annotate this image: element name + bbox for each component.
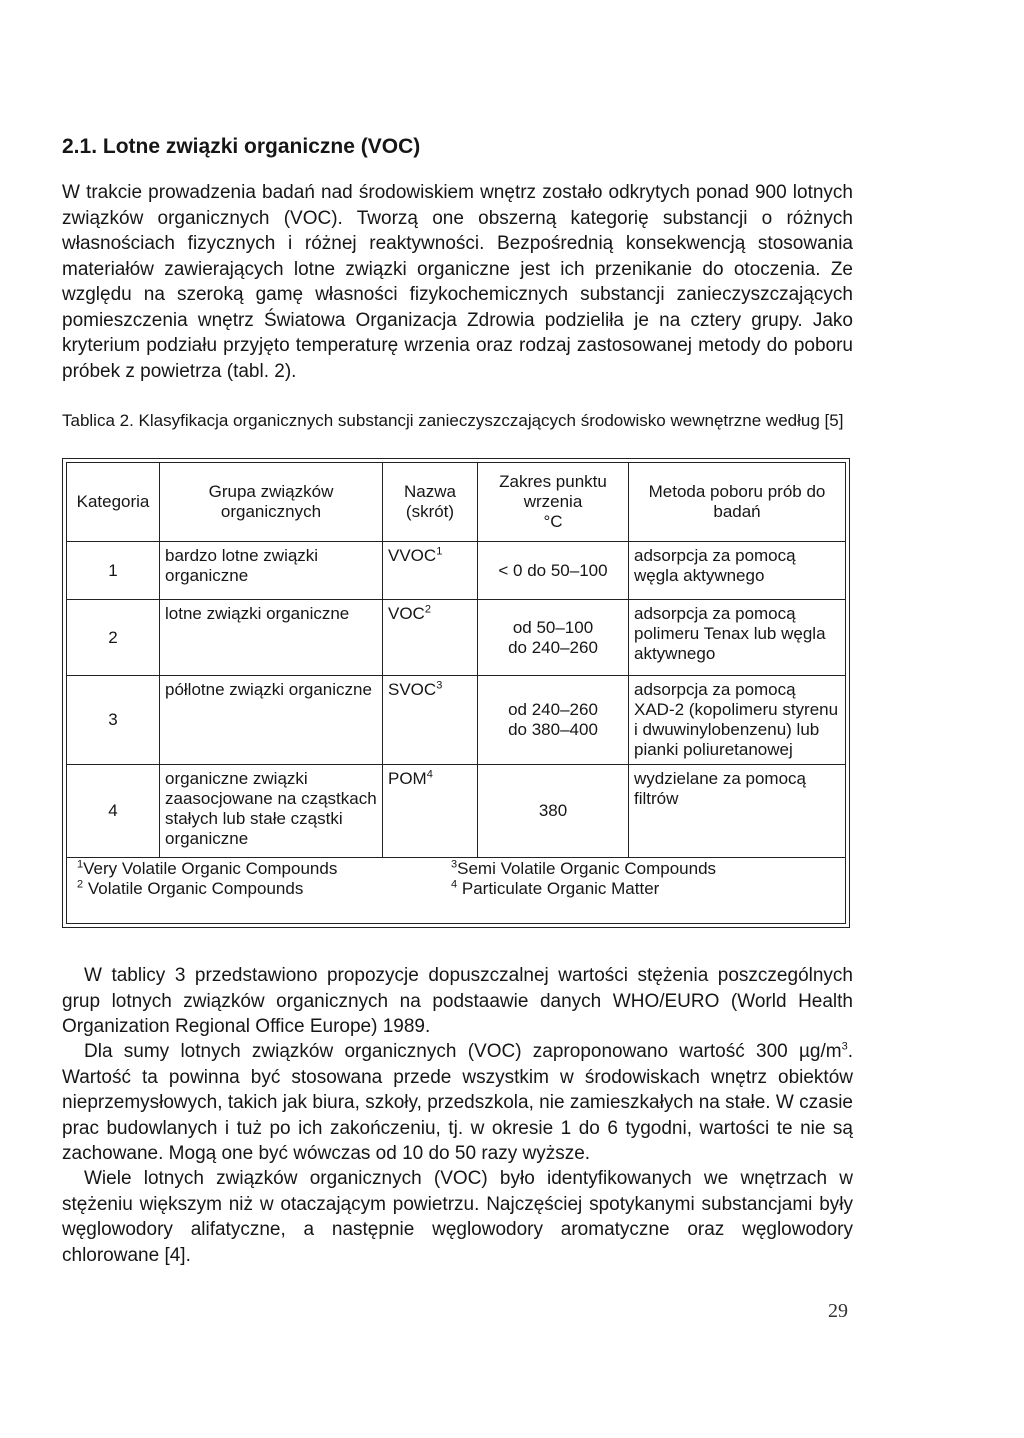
- footnote: [77, 879, 457, 899]
- nazwa-text: VVOC: [388, 546, 437, 565]
- cell-grupa: lotne związki organiczne: [160, 600, 383, 676]
- table-row: [67, 600, 845, 676]
- nazwa-text: VOC: [388, 604, 425, 623]
- nazwa-text: SVOC: [388, 680, 437, 699]
- footnote-number: 1: [77, 858, 84, 871]
- cell-zakres: [478, 676, 629, 765]
- footnote-number: 2: [77, 878, 84, 891]
- cell-nazwa: [383, 676, 478, 765]
- footnote-text: Semi Volatile Organic Compounds: [457, 859, 717, 878]
- table-outer-frame: [62, 458, 850, 928]
- table-row: [67, 676, 845, 765]
- cell-zakres: < 0 do 50–100: [478, 542, 629, 600]
- header-kategoria: Kategoria: [67, 463, 160, 542]
- paragraph-2: W tablicy 3 przedstawiono propozycje dopuszczalnej wartości stężenia poszczególnych grup lotnych związków organicznych na podstaawie danych WHO/EURO (World Health Organization Regional Office Europe) 1989.: [62, 965, 853, 1037]
- voc-classification-table: [67, 463, 845, 858]
- cell-kategoria: 3: [67, 676, 160, 765]
- header-zakres-unit: °C: [543, 512, 563, 531]
- cell-zakres: 380: [478, 765, 629, 858]
- zakres-from: od 50–100: [512, 617, 594, 637]
- cell-nazwa: [383, 765, 478, 858]
- footnote-number: 4: [451, 878, 458, 891]
- cell-nazwa: [383, 542, 478, 600]
- page-number: 29: [828, 1300, 848, 1322]
- header-zakres-line2: wrzenia: [523, 492, 583, 511]
- cell-metoda: adsorpcja za pomocą polimeru Tenax lub węgla aktywnego: [629, 600, 846, 676]
- table-row: [67, 765, 845, 858]
- footnotes-left: [77, 859, 457, 899]
- footnote: [77, 859, 457, 879]
- footnote-text: Particulate Organic Matter: [461, 879, 660, 898]
- footnote-text: Very Volatile Organic Compounds: [83, 859, 338, 878]
- table-inner-frame: [66, 462, 846, 924]
- cell-metoda: adsorpcja za pomocą węgla aktywnego: [629, 542, 846, 600]
- paragraph-3: [62, 1039, 853, 1167]
- cell-kategoria: 4: [67, 765, 160, 858]
- paragraph-4: Wiele lotnych związków organicznych (VOC) było identyfikowanych we wnętrzach w stężeniu większym niż w otaczającym powietrzu. Najczęściej spotykanymi substancjami były węglowodory alifatyczne, a następnie węglowodory aromatyczne oraz węglowodory chlorowane [4].: [62, 1168, 853, 1266]
- header-zakres-line1: Zakres punktu: [499, 472, 607, 491]
- zakres-to: do 240–260: [508, 637, 598, 657]
- paragraph-3-rest: . Wartość ta powinna być stosowana przede wszystkim w środowiskach wnętrz obiektów nieprzemysłowych, takich jak biura, szkoły, przedszkola, nie zamieszkałych na stałe. W czasie prac budowlanych i tuż po ich zakończeniu, tj. w okresie 1 do 6 tygodni, wartości te nie są zachowane. Mogą one być wówczas od 10 do 50 razy wyższe.: [62, 1041, 853, 1164]
- cell-zakres: [478, 600, 629, 676]
- cell-grupa: bardzo lotne związki organiczne: [160, 542, 383, 600]
- header-nazwa: Nazwa (skrót): [383, 463, 478, 542]
- table-row: [67, 542, 845, 600]
- nazwa-text: POM: [388, 769, 427, 788]
- footnote-number: 3: [451, 858, 458, 871]
- header-grupa: Grupa związków organicznych: [160, 463, 383, 542]
- cell-grupa: organiczne związki zaasocjowane na cząstkach stałych lub stałe cząstki organiczne: [160, 765, 383, 858]
- cell-nazwa: [383, 600, 478, 676]
- cell-metoda: adsorpcja za pomocą XAD-2 (kopolimeru styrenu i dwuwinylobenzenu) lub pianki poliuretanowej: [629, 676, 846, 765]
- footnote-text: Volatile Organic Compounds: [87, 879, 304, 898]
- cell-grupa: półlotne związki organiczne: [160, 676, 383, 765]
- intro-paragraph: W trakcie prowadzenia badań nad środowiskiem wnętrz zostało odkrytych ponad 900 lotnych związków organicznych (VOC). Tworzą one obszerną kategorię substancji o różnych własnościach fizycznych i różnej reaktywności. Bezpośrednią konsekwencją stosowania materiałów zawierających lotne związki organiczne jest ich przenikanie do otoczenia. Ze względu na szeroką gamę własności fizykochemicznych substancji zanieczyszczających pomieszczenia wnętrz Światowa Organizacja Zdrowia podzieliła je na cztery grupy. Jako kryterium podziału przyjęto temperaturę wrzenia oraz rodzaj zastosowanej metody do poboru próbek z powietrza (tabl. 2).: [62, 182, 853, 382]
- cell-kategoria: 1: [67, 542, 160, 600]
- section-heading: 2.1. Lotne związki organiczne (VOC): [62, 135, 421, 158]
- zakres-from: od 240–260: [508, 700, 598, 719]
- cell-metoda: wydzielane za pomocą filtrów: [629, 765, 846, 858]
- unit-exponent: 3: [841, 1040, 848, 1053]
- footnotes-right: [451, 859, 831, 899]
- paragraph-3-start: Dla sumy lotnych związków organicznych (VOC) zaproponowano wartość 300 µg/m: [84, 1041, 842, 1062]
- footnote-marker: 4: [426, 768, 433, 781]
- header-metoda: Metoda poboru prób do badań: [629, 463, 846, 542]
- cell-kategoria: 2: [67, 600, 160, 676]
- footnote-marker: 3: [436, 679, 443, 692]
- footnote-marker: 2: [424, 603, 431, 616]
- header-zakres: [478, 463, 629, 542]
- footnote: [451, 879, 831, 899]
- table-caption: Tablica 2. Klasyfikacja organicznych substancji zanieczyszczających środowisko wewnętrzne według [5]: [62, 411, 844, 430]
- footnote: [451, 859, 831, 879]
- footnote-marker: 1: [436, 545, 443, 558]
- zakres-to: do 380–400: [508, 720, 598, 739]
- table-header-row: [67, 463, 845, 542]
